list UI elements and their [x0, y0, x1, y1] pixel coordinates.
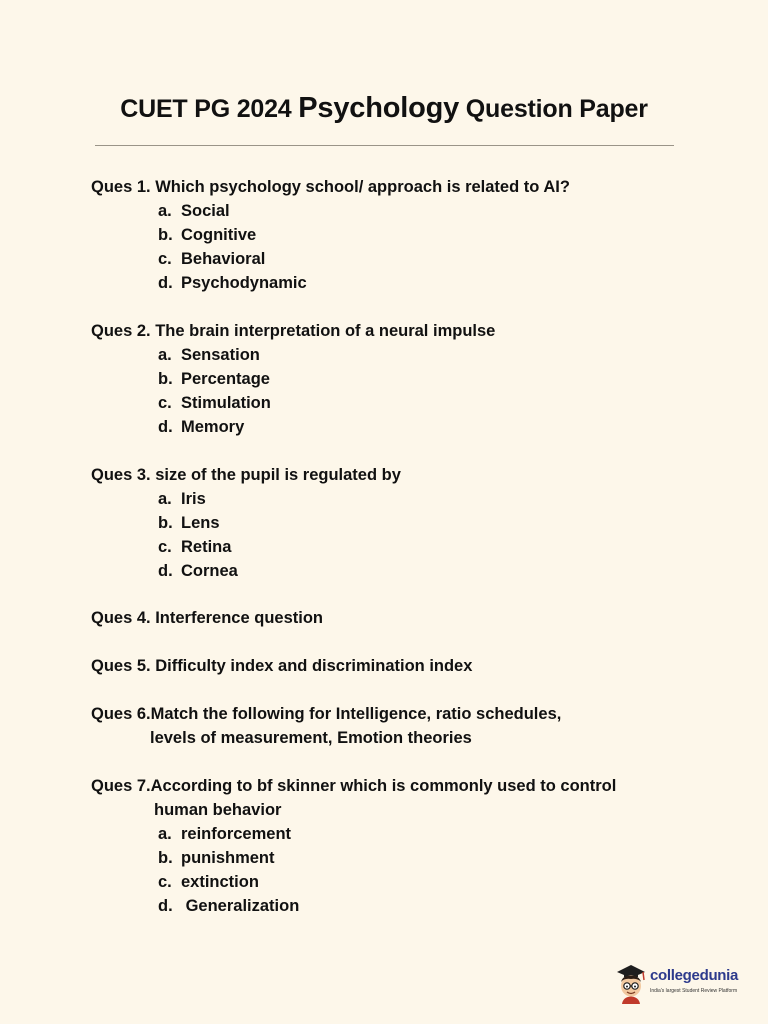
mascot-icon — [614, 962, 648, 1004]
option-text: Cognitive — [181, 226, 257, 244]
question-7: Ques 7.According to bf skinner which is commonly used to control — [91, 777, 617, 795]
q3-option-b — [158, 513, 220, 533]
logo-wordmark: collegedunia — [650, 967, 739, 984]
q2-option-d — [158, 417, 244, 437]
option-letter: a. — [158, 825, 172, 843]
option-text: Stimulation — [181, 394, 271, 412]
option-text: Social — [181, 202, 230, 220]
title-subject: Psychology — [298, 92, 460, 124]
q3-option-a — [158, 489, 206, 509]
option-text: Psychodynamic — [181, 274, 307, 292]
option-letter: c. — [158, 873, 172, 891]
q7-option-a — [158, 824, 291, 844]
option-letter: b. — [158, 370, 173, 388]
question-6: Ques 6.Match the following for Intelligence, ratio schedules, — [91, 705, 562, 723]
logo-tagline: India's largest Student Review Platform — [650, 988, 738, 994]
option-letter: d. — [158, 897, 173, 915]
option-text: punishment — [181, 849, 275, 867]
option-text: reinforcement — [181, 825, 292, 843]
q7-option-b — [158, 848, 275, 868]
question-1: Ques 1. Which psychology school/ approach is related to AI? — [91, 178, 570, 196]
option-text: Sensation — [181, 346, 260, 364]
option-text: Memory — [181, 418, 245, 436]
q2-option-a — [158, 345, 260, 365]
q1-option-b — [158, 225, 256, 245]
q7-option-d — [158, 896, 299, 916]
question-3: Ques 3. size of the pupil is regulated by — [91, 466, 401, 484]
option-text: Cornea — [181, 562, 238, 580]
question-4: Ques 4. Interference question — [91, 609, 323, 627]
option-letter: d. — [158, 562, 173, 580]
q2-option-c — [158, 393, 271, 413]
option-letter: c. — [158, 538, 172, 556]
option-text: Generalization — [181, 897, 300, 915]
option-text: extinction — [181, 873, 259, 891]
q3-option-d — [158, 561, 238, 581]
q7-option-c — [158, 872, 259, 892]
option-letter: b. — [158, 514, 173, 532]
question-7-continuation: human behavior — [154, 801, 282, 819]
option-letter: b. — [158, 226, 173, 244]
option-text: Percentage — [181, 370, 270, 388]
q3-option-c — [158, 537, 231, 557]
option-letter: c. — [158, 250, 172, 268]
page-title — [0, 92, 768, 125]
option-letter: a. — [158, 490, 172, 508]
option-text: Iris — [181, 490, 206, 508]
title-part-3: Question Paper — [459, 95, 648, 123]
collegedunia-logo[interactable] — [614, 962, 744, 1006]
question-5: Ques 5. Difficulty index and discrimination index — [91, 657, 473, 675]
option-text: Behavioral — [181, 250, 266, 268]
option-letter: d. — [158, 418, 173, 436]
q1-option-c — [158, 249, 265, 269]
question-6-continuation: levels of measurement, Emotion theories — [150, 729, 472, 747]
question-2: Ques 2. The brain interpretation of a neural impulse — [91, 322, 496, 340]
option-letter: a. — [158, 346, 172, 364]
option-letter: d. — [158, 274, 173, 292]
option-letter: b. — [158, 849, 173, 867]
q1-option-d — [158, 273, 307, 293]
title-part-1: CUET PG 2024 — [120, 95, 299, 123]
option-text: Lens — [181, 514, 220, 532]
q2-option-b — [158, 369, 270, 389]
option-letter: c. — [158, 394, 172, 412]
q1-option-a — [158, 201, 230, 221]
title-divider — [95, 145, 674, 146]
option-text: Retina — [181, 538, 232, 556]
option-letter: a. — [158, 202, 172, 220]
